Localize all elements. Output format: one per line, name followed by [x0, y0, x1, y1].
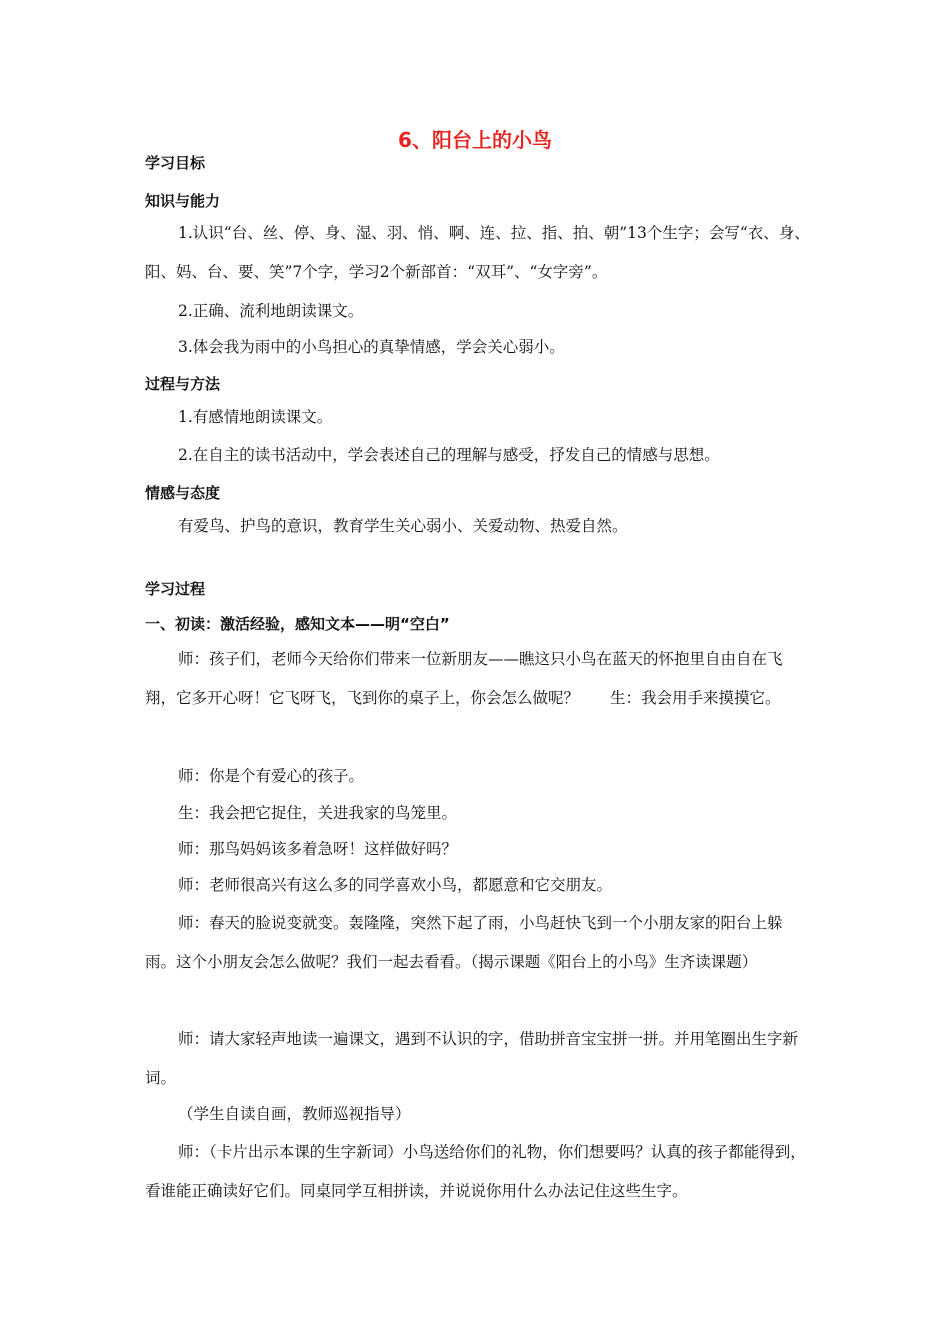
- paragraph-knowledge-1: 1.认识“台、丝、停、身、湿、羽、悄、啊、连、拉、指、拍、朝”13个生字；会写“衣、身、阳、妈、台、要、笑”7个字，学习2个新部首：“双耳”、“女字旁”。: [145, 224, 810, 281]
- paragraph-knowledge-2: 2.正确、流利地朗读课文。: [178, 302, 364, 320]
- dialogue-1: 师：孩子们，老师今天给你们带来一位新朋友——瞧这只小鸟在蓝天的怀抱里自由自在飞翔，它多开心呀！它飞呀飞，飞到你的桌子上，你会怎么做呢？ 生：我会用手来摸摸它。: [145, 650, 783, 707]
- heading-part-one: 一、初读：激活经验，感知文本——明“空白”: [145, 615, 450, 633]
- paragraph-emotion-1: 有爱鸟、护鸟的意识，教育学生关心弱小、关爱动物、热爱自然。: [178, 517, 628, 535]
- paragraph-process-1: 1.有感情地朗读课文。: [178, 408, 333, 426]
- page-title: 6、阳台上的小鸟: [398, 128, 552, 152]
- dialogue-6: 师：春天的脸说变就变。轰隆隆，突然下起了雨，小鸟赶快飞到一个小朋友家的阳台上躲雨。这个小朋友会怎么做呢？我们一起去看看。（揭示课题《阳台上的小鸟》生齐读课题）: [145, 914, 783, 971]
- heading-learning-process: 学习过程: [145, 580, 206, 598]
- dialogue-8: （学生自读自画，教师巡视指导）: [178, 1105, 411, 1123]
- dialogue-7: 师：请大家轻声地读一遍课文，遇到不认识的字，借助拼音宝宝拼一拼。并用笔圈出生字新词。: [145, 1030, 799, 1087]
- heading-process-method: 过程与方法: [145, 375, 221, 393]
- heading-learning-goals: 学习目标: [145, 154, 206, 172]
- paragraph-process-2: 2.在自主的读书活动中，学会表述自己的理解与感受，抒发自己的情感与思想。: [178, 446, 720, 464]
- paragraph-knowledge-3: 3.体会我为雨中的小鸟担心的真挚情感，学会关心弱小。: [178, 338, 565, 356]
- dialogue-9: 师：（卡片出示本课的生字新词）小鸟送给你们的礼物，你们想要吗？认真的孩子都能得到，看谁能正确读好它们。同桌同学互相拼读，并说说你用什么办法记住这些生字。: [145, 1143, 806, 1200]
- dialogue-2: 师：你是个有爱心的孩子。: [178, 767, 365, 785]
- dialogue-5: 师：老师很高兴有这么多的同学喜欢小鸟，都愿意和它交朋友。: [178, 876, 613, 894]
- dialogue-3: 生：我会把它捉住，关进我家的鸟笼里。: [178, 804, 458, 822]
- heading-knowledge-ability: 知识与能力: [145, 192, 221, 210]
- heading-emotion-attitude: 情感与态度: [145, 484, 221, 502]
- dialogue-4: 师：那鸟妈妈该多着急呀！这样做好吗？: [178, 840, 458, 858]
